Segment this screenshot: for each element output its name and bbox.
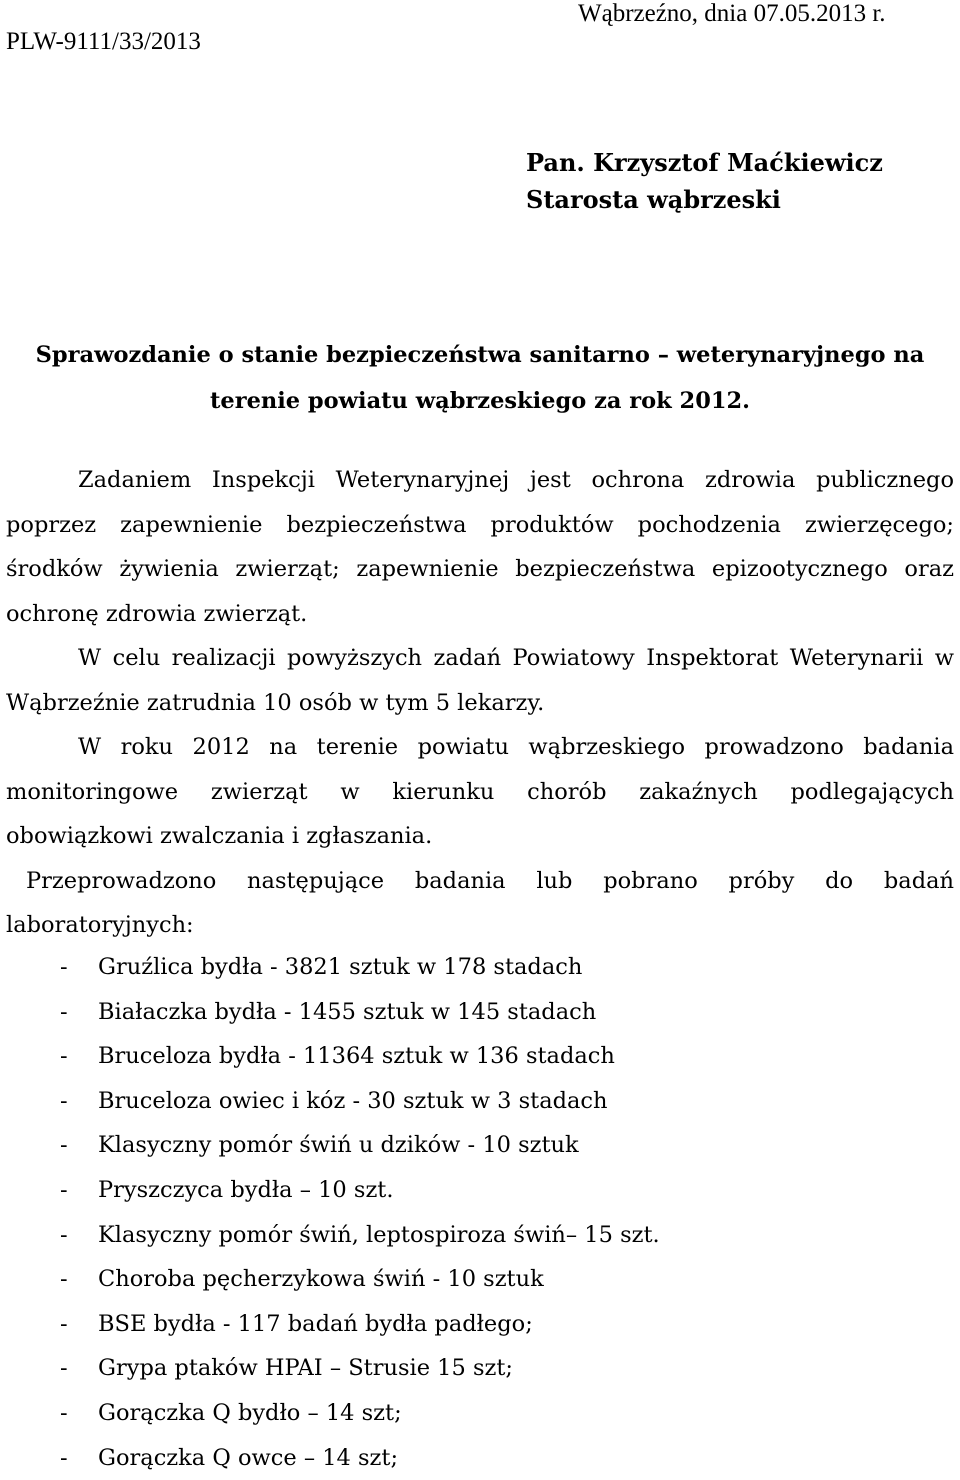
list-item: - Pryszczyca bydła – 10 szt. — [60, 1176, 394, 1203]
list-item: - Białaczka bydła - 1455 sztuk w 145 stadach — [60, 998, 597, 1025]
list-item: - BSE bydła - 117 badań bydła padłego; — [60, 1310, 533, 1337]
list-item: - Bruceloza bydła - 11364 sztuk w 136 stadach — [60, 1043, 615, 1070]
paragraph-staffing: W celu realizacji powyższych zadań Powiatowy Inspektorat Weterynarii w Wąbrzeźnie zatrudnia 10 osób w tym 5 lekarzy. — [6, 645, 954, 716]
paragraph-monitoring: W roku 2012 na terenie powiatu wąbrzeskiego prowadzono badania monitoringowe zwierząt w kierunku chorób zakaźnych podlegających obowiązkowi zwalczania i zgłaszania. — [6, 734, 954, 849]
paragraph-inspection-tasks: Zadaniem Inspekcji Weterynaryjnej jest ochrona zdrowia publicznego poprzez zapewnienie bezpieczeństwa produktów pochodzenia zwierzęcego; środków żywienia zwierząt; zapewnienie bezpieczeństwa epizootycznego oraz ochronę zdrowia zwierząt. — [6, 467, 954, 627]
list-item: - Bruceloza owiec i kóz - 30 sztuk w 3 stadach — [60, 1087, 608, 1114]
addressee-block — [526, 144, 883, 218]
list-item: - Klasyczny pomór świń, leptospiroza świń– 15 szt. — [60, 1221, 660, 1248]
addressee-name: Pan. Krzysztof Maćkiewicz — [526, 148, 883, 177]
tests-list — [6, 945, 660, 1480]
document-title: Sprawozdanie o stanie bezpieczeństwa sanitarno – weterynaryjnego na terenie powiatu wąbrzeskiego za rok 2012. — [35, 342, 925, 414]
document-reference-number: PLW-9111/33/2013 — [6, 28, 201, 55]
paragraph-tests-intro: Przeprowadzono następujące badania lub pobrano próby do badań laboratoryjnych: — [6, 867, 954, 938]
document-body — [6, 458, 954, 948]
list-item: - Choroba pęcherzykowa świń - 10 sztuk — [60, 1266, 544, 1293]
list-item: - Klasyczny pomór świń u dzików - 10 sztuk — [60, 1132, 579, 1159]
list-item: - Gorączka Q bydło – 14 szt; — [60, 1399, 402, 1426]
place-and-date: Wąbrzeźno, dnia 07.05.2013 r. — [578, 0, 886, 27]
list-item: - Gorączka Q owce – 14 szt; — [60, 1444, 399, 1471]
list-item: - Grypa ptaków HPAI – Strusie 15 szt; — [60, 1355, 513, 1382]
list-item: - Gruźlica bydła - 3821 sztuk w 178 stadach — [60, 954, 583, 980]
addressee-position: Starosta wąbrzeski — [526, 185, 781, 214]
